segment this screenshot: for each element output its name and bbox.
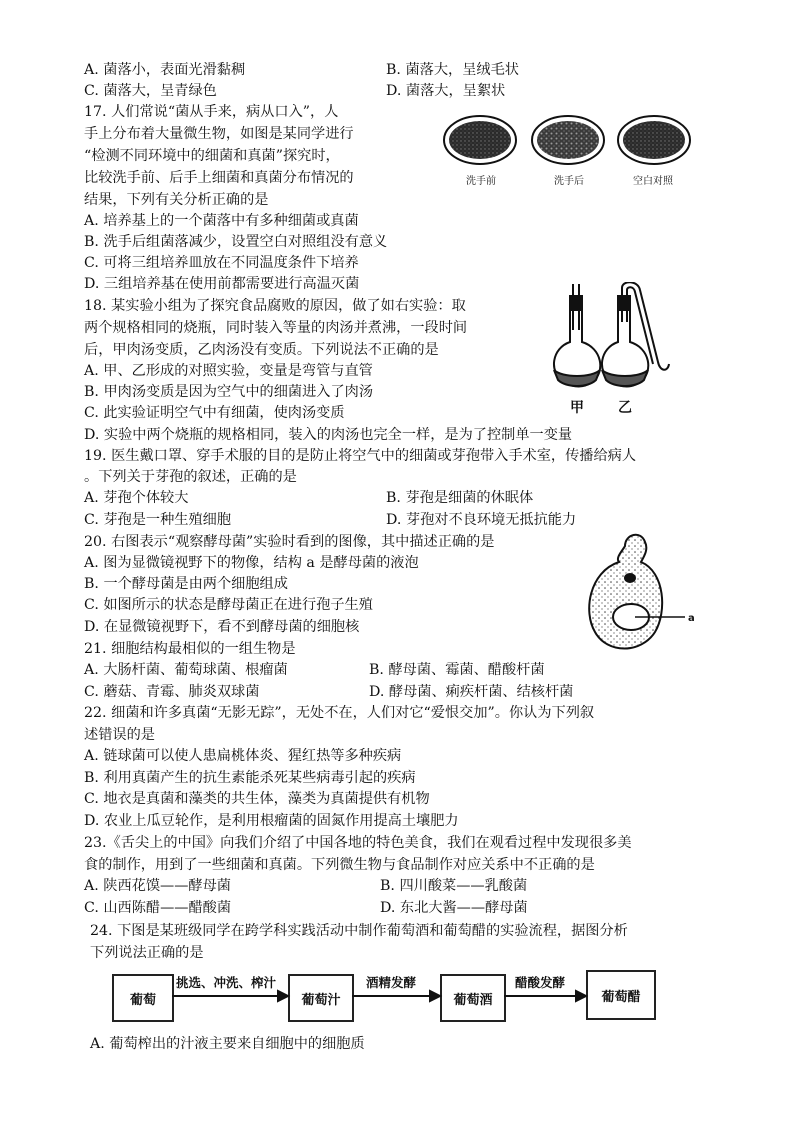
q17-stem-5: 结果，下列有关分析正确的是 (84, 192, 269, 208)
q18-option-b: B. 甲肉汤变质是因为空气中的细菌进入了肉汤 (84, 384, 374, 400)
q17-stem-3: “检测不同环境中的细菌和真菌”探究时， (84, 148, 340, 164)
flow-step-3: 醋酸发酵 (515, 975, 566, 990)
q20-option-d: D. 在显微镜视野下，看不到酵母菌的细胞核 (84, 619, 360, 635)
q21-option-d: D. 酵母菌、痢疾杆菌、结核杆菌 (369, 684, 574, 700)
flask-yi (602, 282, 669, 386)
flow-step-2: 酒精发酵 (366, 975, 417, 990)
q18-option-d: D. 实验中两个烧瓶的规格相同，装入的肉汤也完全一样，是为了控制单一变量 (84, 427, 573, 443)
q18-stem-2: 两个规格相同的烧瓶，同时装入等量的肉汤并煮沸，一段时间 (84, 320, 468, 336)
q16-option-a: A. 菌落小，表面光滑黏稠 (84, 62, 246, 78)
q23-stem-1: 23.《舌尖上的中国》向我们介绍了中国各地的特色美食，我们在观看过程中发现很多美 (84, 835, 632, 851)
yeast-figure (585, 532, 725, 654)
q21-option-b: B. 酵母菌、霉菌、醋酸杆菌 (369, 662, 545, 678)
q17-option-d: D. 三组培养基在使用前都需要进行高温灭菌 (84, 276, 360, 292)
q17-stem-2: 手上分布着大量微生物，如图是某同学进行 (84, 126, 354, 142)
q22-option-d: D. 农业上瓜豆轮作，是利用根瘤菌的固氮作用提高土壤肥力 (84, 813, 459, 829)
q16-option-d: D. 菌落大，呈絮状 (386, 83, 506, 99)
label-blank-control: 空白对照 (633, 176, 673, 187)
flow-box-grape-juice: 葡萄汁 (288, 974, 354, 1022)
q22-option-a: A. 链球菌可以使人患扁桃体炎、猩红热等多种疾病 (84, 748, 402, 764)
q20-stem: 20. 右图表示“观察酵母菌”实验时看到的图像，其中描述正确的是 (84, 534, 495, 550)
flow-box-grape-vinegar: 葡萄醋 (586, 970, 656, 1020)
flow-box-grape: 葡萄 (112, 974, 174, 1022)
q23-stem-2: 食的制作，用到了一些细菌和真菌。下列微生物与食品制作对应关系中不正确的是 (84, 857, 595, 873)
q17-option-a: A. 培养基上的一个菌落中有多种细菌或真菌 (84, 213, 359, 229)
q23-option-a: A. 陕西花馍——酵母菌 (84, 878, 231, 894)
q24-stem-1: 24. 下图是某班级同学在跨学科实践活动中制作葡萄酒和葡萄醋的实验流程，据图分析 (90, 923, 628, 939)
q22-stem-2: 述错误的是 (84, 727, 155, 743)
q23-option-c: C. 山西陈醋——醋酸菌 (84, 900, 232, 916)
q17-stem-4: 比较洗手前、后手上细菌和真菌分布情况的 (84, 170, 354, 186)
label-yi: 乙 (618, 400, 632, 416)
q19-option-d: D. 芽孢对不良环境无抵抗能力 (386, 512, 577, 528)
q20-option-c: C. 如图所示的状态是酵母菌正在进行孢子生殖 (84, 597, 373, 613)
q17-option-c: C. 可将三组培养皿放在不同温度条件下培养 (84, 255, 359, 271)
flow-box-grape-wine: 葡萄酒 (440, 974, 506, 1022)
petri-dishes-figure (440, 112, 720, 192)
q21-stem: 21. 细胞结构最相似的一组生物是 (84, 641, 296, 657)
label-before-wash: 洗手前 (466, 176, 496, 187)
q17-option-b: B. 洗手后组菌落减少，设置空白对照组没有意义 (84, 234, 388, 250)
q18-option-a: A. 甲、乙形成的对照实验，变量是弯管与直管 (84, 363, 373, 379)
q16-option-b: B. 菌落大，呈绒毛状 (386, 62, 519, 78)
flasks-figure (548, 282, 688, 422)
q19-stem-1: 19. 医生戴口罩、穿手术服的目的是防止将空气中的细菌或芽孢带入手术室，传播给病人 (84, 448, 637, 464)
q22-option-c: C. 地衣是真菌和藻类的共生体，藻类为真菌提供有机物 (84, 791, 430, 807)
yeast-nucleus (624, 573, 636, 583)
petri-dish-after-wash (532, 116, 604, 164)
label-jia: 甲 (570, 400, 584, 416)
flow-step-1: 挑选、冲洗、榨汁 (176, 975, 277, 990)
q16-option-c: C. 菌落大，呈青绿色 (84, 83, 217, 99)
label-a: a (688, 613, 695, 624)
q19-option-b: B. 芽孢是细菌的休眠体 (386, 490, 534, 506)
q24-option-a: A. 葡萄榨出的汁液主要来自细胞中的细胞质 (90, 1036, 365, 1052)
q21-option-c: C. 蘑菇、青霉、肺炎双球菌 (84, 684, 260, 700)
yeast-cell (589, 535, 685, 649)
q23-option-d: D. 东北大酱——酵母菌 (380, 900, 528, 916)
q19-stem-2: 。下列关于芽孢的叙述，正确的是 (84, 469, 297, 485)
petri-dish-blank-control (618, 116, 690, 164)
q21-option-a: A. 大肠杆菌、葡萄球菌、根瘤菌 (84, 662, 288, 678)
q23-option-b: B. 四川酸菜——乳酸菌 (380, 878, 528, 894)
q18-stem-1: 18. 某实验小组为了探究食品腐败的原因，做了如右实验：取 (84, 298, 466, 314)
q19-option-a: A. 芽孢个体较大 (84, 490, 189, 506)
q17-stem-1: 17. 人们常说“菌从手来，病从口入”，人 (84, 104, 339, 120)
flask-jia (554, 284, 600, 387)
label-after-wash: 洗手后 (554, 176, 584, 187)
q20-option-b: B. 一个酵母菌是由两个细胞组成 (84, 576, 288, 592)
q19-option-c: C. 芽孢是一种生殖细胞 (84, 512, 232, 528)
q18-option-c: C. 此实验证明空气中有细菌，使肉汤变质 (84, 405, 345, 421)
q24-stem-2: 下列说法正确的是 (90, 945, 204, 961)
petri-dish-before-wash (444, 116, 516, 164)
q20-option-a: A. 图为显微镜视野下的物像，结构 a 是酵母菌的液泡 (84, 555, 419, 571)
q22-option-b: B. 利用真菌产生的抗生素能杀死某些病毒引起的疾病 (84, 770, 416, 786)
q22-stem-1: 22. 细菌和许多真菌“无影无踪”，无处不在，人们对它“爱恨交加”。你认为下列叙 (84, 705, 595, 721)
q18-stem-3: 后，甲肉汤变质，乙肉汤没有变质。下列说法不正确的是 (84, 342, 439, 358)
